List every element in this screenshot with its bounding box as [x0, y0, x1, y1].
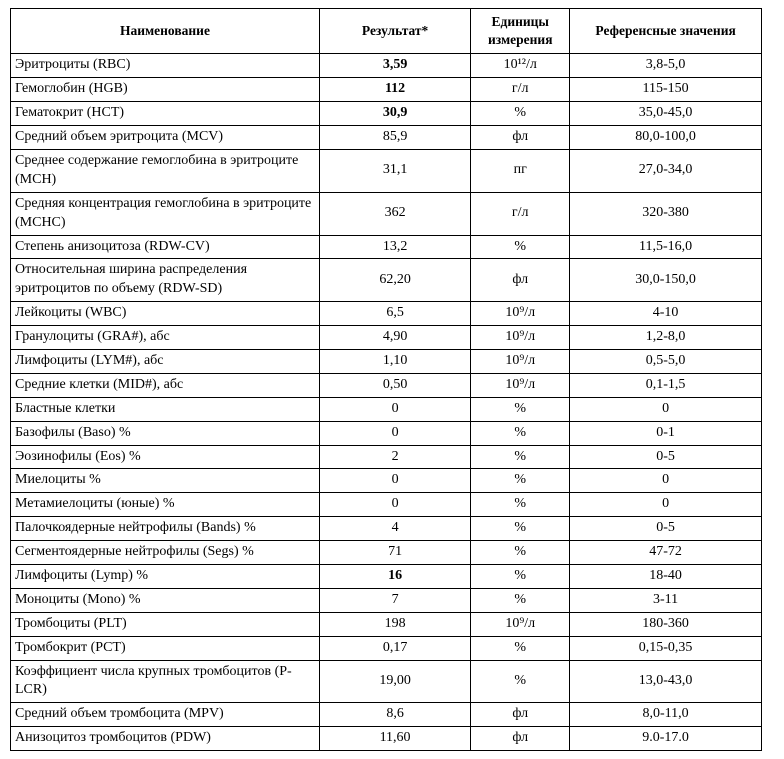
parameter-name: Лейкоциты (WBC): [11, 302, 320, 326]
reference-range: 8,0-11,0: [570, 703, 762, 727]
reference-range: 320-380: [570, 192, 762, 235]
result-value: 1,10: [319, 350, 470, 374]
units-value: %: [471, 102, 570, 126]
header-result: Результат*: [319, 9, 470, 54]
result-value: 2: [319, 445, 470, 469]
reference-range: 0-5: [570, 517, 762, 541]
units-value: 10⁹/л: [471, 612, 570, 636]
units-value: %: [471, 469, 570, 493]
units-value: %: [471, 445, 570, 469]
table-row: [11, 703, 762, 727]
units-value: пг: [471, 150, 570, 193]
result-value: 0: [319, 421, 470, 445]
table-row: [11, 102, 762, 126]
parameter-name: Миелоциты %: [11, 469, 320, 493]
result-value: 0: [319, 469, 470, 493]
units-value: %: [471, 421, 570, 445]
result-value: 19,00: [319, 660, 470, 703]
reference-range: 3,8-5,0: [570, 54, 762, 78]
reference-range: 0: [570, 469, 762, 493]
units-value: %: [471, 588, 570, 612]
result-value: 3,59: [319, 54, 470, 78]
parameter-name: Гранулоциты (GRA#), абс: [11, 326, 320, 350]
parameter-name: Базофилы (Baso) %: [11, 421, 320, 445]
reference-range: 35,0-45,0: [570, 102, 762, 126]
units-value: фл: [471, 126, 570, 150]
parameter-name: Метамиелоциты (юные) %: [11, 493, 320, 517]
result-value: 362: [319, 192, 470, 235]
reference-range: 3-11: [570, 588, 762, 612]
table-row: [11, 541, 762, 565]
lab-results-table: [10, 8, 762, 751]
parameter-name: Тромбоциты (PLT): [11, 612, 320, 636]
units-value: г/л: [471, 192, 570, 235]
table-row: [11, 588, 762, 612]
header-row: [11, 9, 762, 54]
reference-range: 180-360: [570, 612, 762, 636]
result-value: 31,1: [319, 150, 470, 193]
reference-range: 0: [570, 493, 762, 517]
reference-range: 0-5: [570, 445, 762, 469]
result-value: 30,9: [319, 102, 470, 126]
result-value: 8,6: [319, 703, 470, 727]
reference-range: 11,5-16,0: [570, 235, 762, 259]
units-value: %: [471, 397, 570, 421]
table-row: [11, 469, 762, 493]
units-value: г/л: [471, 78, 570, 102]
table-row: [11, 493, 762, 517]
units-value: %: [471, 493, 570, 517]
reference-range: 0: [570, 397, 762, 421]
table-row: [11, 445, 762, 469]
result-value: 85,9: [319, 126, 470, 150]
header-units: Единицы измерения: [471, 9, 570, 54]
table-row: [11, 636, 762, 660]
reference-range: 27,0-34,0: [570, 150, 762, 193]
table-row: [11, 565, 762, 589]
reference-range: 18-40: [570, 565, 762, 589]
units-value: 10⁹/л: [471, 350, 570, 374]
result-value: 0,17: [319, 636, 470, 660]
parameter-name: Бластные клетки: [11, 397, 320, 421]
reference-range: 9.0-17.0: [570, 727, 762, 751]
parameter-name: Лимфоциты (Lymp) %: [11, 565, 320, 589]
reference-range: 47-72: [570, 541, 762, 565]
table-row: [11, 373, 762, 397]
reference-range: 115-150: [570, 78, 762, 102]
result-value: 16: [319, 565, 470, 589]
result-value: 198: [319, 612, 470, 636]
result-value: 0,50: [319, 373, 470, 397]
table-row: [11, 660, 762, 703]
parameter-name: Среднее содержание гемоглобина в эритроците (MCH): [11, 150, 320, 193]
table-row: [11, 421, 762, 445]
result-value: 71: [319, 541, 470, 565]
reference-range: 4-10: [570, 302, 762, 326]
table-row: [11, 126, 762, 150]
units-value: %: [471, 565, 570, 589]
table-row: [11, 612, 762, 636]
table-row: [11, 727, 762, 751]
units-value: фл: [471, 259, 570, 302]
units-value: %: [471, 517, 570, 541]
parameter-name: Сегментоядерные нейтрофилы (Segs) %: [11, 541, 320, 565]
header-reference-values: Референсные значения: [570, 9, 762, 54]
reference-range: 1,2-8,0: [570, 326, 762, 350]
parameter-name: Относительная ширина распределения эритроцитов по объему (RDW-SD): [11, 259, 320, 302]
header-parameter-name: Наименование: [11, 9, 320, 54]
result-value: 6,5: [319, 302, 470, 326]
table-row: [11, 517, 762, 541]
parameter-name: Средний объем эритроцита (MCV): [11, 126, 320, 150]
reference-range: 0,15-0,35: [570, 636, 762, 660]
result-value: 0: [319, 493, 470, 517]
reference-range: 80,0-100,0: [570, 126, 762, 150]
units-value: %: [471, 235, 570, 259]
table-row: [11, 235, 762, 259]
units-value: 10⁹/л: [471, 373, 570, 397]
parameter-name: Тромбокрит (PCT): [11, 636, 320, 660]
result-value: 62,20: [319, 259, 470, 302]
parameter-name: Моноциты (Mono) %: [11, 588, 320, 612]
parameter-name: Средние клетки (MID#), абс: [11, 373, 320, 397]
reference-range: 0,5-5,0: [570, 350, 762, 374]
parameter-name: Гемоглобин (HGB): [11, 78, 320, 102]
result-value: 112: [319, 78, 470, 102]
parameter-name: Коэффициент числа крупных тромбоцитов (P-LCR): [11, 660, 320, 703]
reference-range: 0,1-1,5: [570, 373, 762, 397]
table-row: [11, 78, 762, 102]
table-row: [11, 302, 762, 326]
units-value: %: [471, 660, 570, 703]
result-value: 0: [319, 397, 470, 421]
parameter-name: Степень анизоцитоза (RDW-CV): [11, 235, 320, 259]
table-row: [11, 192, 762, 235]
result-value: 7: [319, 588, 470, 612]
parameter-name: Анизоцитоз тромбоцитов (PDW): [11, 727, 320, 751]
table-body: [11, 54, 762, 751]
parameter-name: Средняя концентрация гемоглобина в эритроците (MCHC): [11, 192, 320, 235]
units-value: фл: [471, 703, 570, 727]
parameter-name: Средний объем тромбоцита (MPV): [11, 703, 320, 727]
table-row: [11, 350, 762, 374]
units-value: 10⁹/л: [471, 302, 570, 326]
units-value: %: [471, 636, 570, 660]
result-value: 11,60: [319, 727, 470, 751]
parameter-name: Эритроциты (RBC): [11, 54, 320, 78]
units-value: %: [471, 541, 570, 565]
units-value: фл: [471, 727, 570, 751]
units-value: 10⁹/л: [471, 326, 570, 350]
units-value: 10¹²/л: [471, 54, 570, 78]
result-value: 13,2: [319, 235, 470, 259]
reference-range: 13,0-43,0: [570, 660, 762, 703]
parameter-name: Гематокрит (HCT): [11, 102, 320, 126]
result-value: 4,90: [319, 326, 470, 350]
parameter-name: Эозинофилы (Eos) %: [11, 445, 320, 469]
reference-range: 30,0-150,0: [570, 259, 762, 302]
table-row: [11, 259, 762, 302]
table-row: [11, 397, 762, 421]
reference-range: 0-1: [570, 421, 762, 445]
table-row: [11, 326, 762, 350]
table-row: [11, 54, 762, 78]
parameter-name: Палочкоядерные нейтрофилы (Bands) %: [11, 517, 320, 541]
parameter-name: Лимфоциты (LYM#), абс: [11, 350, 320, 374]
table-row: [11, 150, 762, 193]
result-value: 4: [319, 517, 470, 541]
